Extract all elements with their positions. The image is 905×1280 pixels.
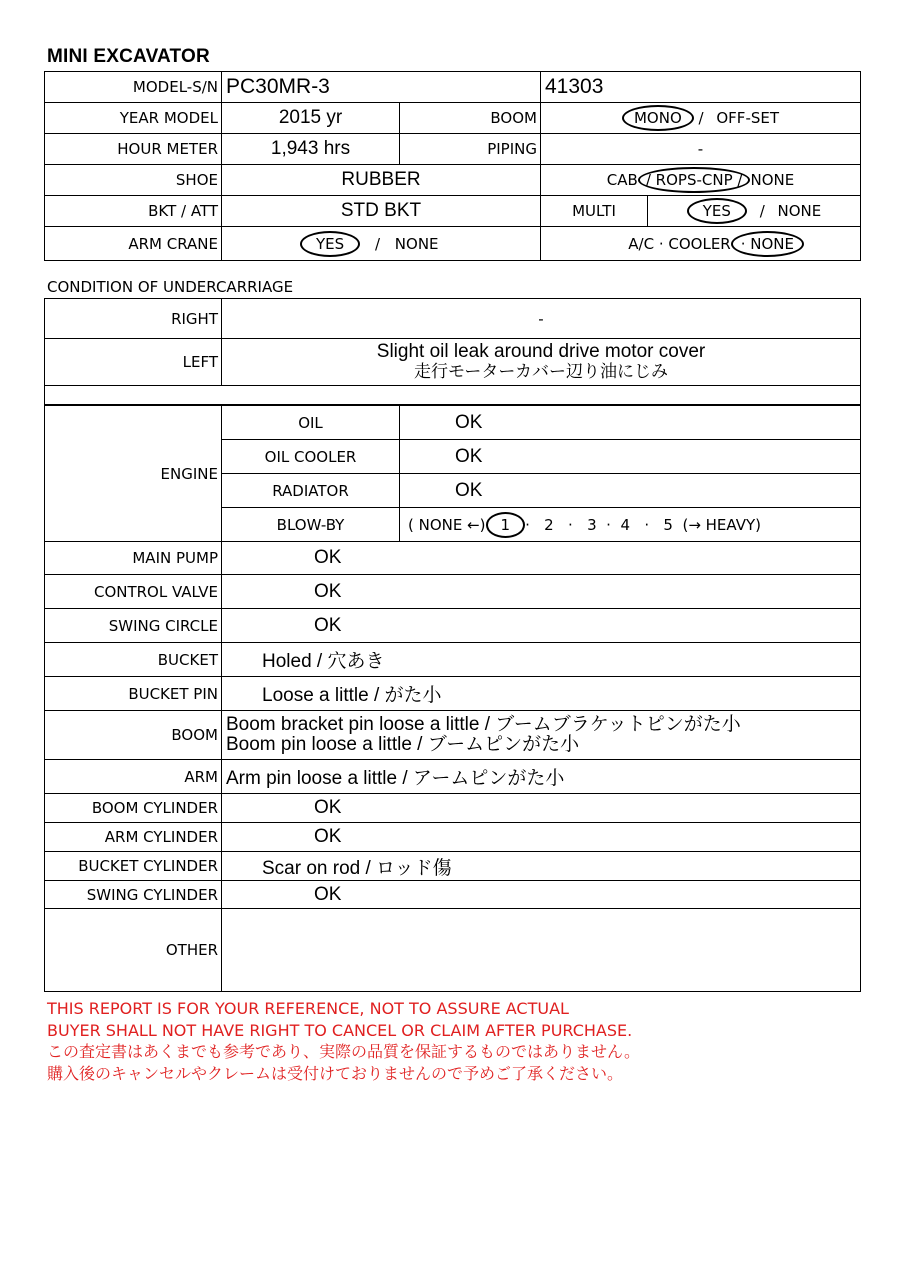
boom-offset-option: OFF-SET xyxy=(716,109,780,127)
oil-value: OK xyxy=(400,406,861,440)
bucket-label: BUCKET xyxy=(45,643,222,677)
engine-label: ENGINE xyxy=(45,406,222,542)
swing-cylinder-label: SWING CYLINDER xyxy=(45,881,222,909)
left-value-en: Slight oil leak around drive motor cover xyxy=(376,341,706,362)
hour-meter-value: 1,943 hrs xyxy=(222,134,400,165)
arm-crane-label: ARM CRANE xyxy=(45,227,222,261)
radiator-label: RADIATOR xyxy=(222,474,400,508)
boom-separator: / xyxy=(698,109,704,127)
boom-cylinder-label: BOOM CYLINDER xyxy=(45,794,222,823)
piping-value: - xyxy=(541,134,861,165)
left-label: LEFT xyxy=(45,339,222,386)
main-pump-label: MAIN PUMP xyxy=(45,542,222,575)
boom-mono-selected: MONO xyxy=(622,105,694,131)
cab-label: CAB xyxy=(606,171,638,189)
disclaimer-line-4: 購入後のキャンセルやクレームは受付けておりませんので予めご了承ください。 xyxy=(47,1063,624,1083)
multi-options xyxy=(648,196,861,227)
swing-cylinder-value: OK xyxy=(222,881,861,909)
arm-crane-options xyxy=(222,227,541,261)
arm-label: ARM xyxy=(45,760,222,794)
blowby-label: BLOW-BY xyxy=(222,508,400,542)
disclaimer xyxy=(47,998,640,1084)
other-value xyxy=(222,909,861,992)
swing-circle-value: OK xyxy=(222,609,861,643)
machine-info-table xyxy=(44,71,861,261)
right-label: RIGHT xyxy=(45,299,222,339)
document-title: MINI EXCAVATOR xyxy=(47,46,210,67)
year-model-label: YEAR MODEL xyxy=(45,103,222,134)
bucket-value: Holed / 穴あき xyxy=(222,643,861,677)
boom-label: BOOM xyxy=(400,103,541,134)
blowby-scale-rest: · 2 · 3 · 4 · 5 (→ HEAVY) xyxy=(525,515,761,534)
inspection-table xyxy=(44,405,861,542)
cab-rops-cnp-selected: / ROPS-CNP / xyxy=(638,167,751,193)
arm-cylinder-value: OK xyxy=(222,823,861,852)
model-value: PC30MR-3 xyxy=(222,72,541,103)
oil-cooler-value: OK xyxy=(400,440,861,474)
multi-yes-selected: YES xyxy=(687,198,747,224)
control-valve-value: OK xyxy=(222,575,861,609)
oil-cooler-label: OIL COOLER xyxy=(222,440,400,474)
arm-cylinder-label: ARM CYLINDER xyxy=(45,823,222,852)
ac-cooler-options xyxy=(541,227,861,261)
piping-label: PIPING xyxy=(400,134,541,165)
left-value-jp: 走行モーターカバー辺り油にじみ xyxy=(414,362,668,381)
multi-label: MULTI xyxy=(541,196,648,227)
blowby-prefix: ( NONE ←) xyxy=(408,515,486,534)
multi-separator: / xyxy=(759,202,765,220)
boom-value-line2: Boom pin loose a little / ブームピンがた小 xyxy=(226,734,580,755)
blowby-scale xyxy=(400,508,861,542)
components-table xyxy=(44,541,861,992)
bucket-pin-value: Loose a little / がた小 xyxy=(222,677,861,711)
cab-none-option: NONE xyxy=(750,171,795,189)
bucket-cylinder-label: BUCKET CYLINDER xyxy=(45,852,222,881)
boom-value-line1: Boom bracket pin loose a little / ブームブラケットピンがた小 xyxy=(226,714,741,735)
boom-cylinder-value: OK xyxy=(222,794,861,823)
spacer-row xyxy=(45,386,861,405)
hour-meter-label: HOUR METER xyxy=(45,134,222,165)
disclaimer-line-3: この査定書はあくまでも参考であり、実際の品質を保証するものではありません。 xyxy=(47,1042,640,1061)
other-label: OTHER xyxy=(45,909,222,992)
disclaimer-line-2: BUYER SHALL NOT HAVE RIGHT TO CANCEL OR CLAIM AFTER PURCHASE. xyxy=(47,1020,633,1040)
arm-crane-separator: / xyxy=(374,234,381,253)
bucket-cylinder-value: Scar on rod / ロッド傷 xyxy=(222,852,861,881)
arm-crane-none-option: NONE xyxy=(394,234,439,253)
undercarriage-table xyxy=(44,298,861,405)
control-valve-label: CONTROL VALVE xyxy=(45,575,222,609)
shoe-label: SHOE xyxy=(45,165,222,196)
bkt-att-value: STD BKT xyxy=(222,196,541,227)
bucket-pin-label: BUCKET PIN xyxy=(45,677,222,711)
swing-circle-label: SWING CIRCLE xyxy=(45,609,222,643)
boom-options xyxy=(541,103,861,134)
main-pump-value: OK xyxy=(222,542,861,575)
blowby-selected: 1 xyxy=(486,512,526,538)
ac-none-selected: · NONE xyxy=(731,231,804,257)
cab-options xyxy=(541,165,861,196)
arm-crane-yes-selected: YES xyxy=(300,231,360,257)
undercarriage-section-label: CONDITION OF UNDERCARRIAGE xyxy=(47,278,294,296)
disclaimer-line-1: THIS REPORT IS FOR YOUR REFERENCE, NOT TO ASSURE ACTUAL xyxy=(47,999,569,1018)
left-value xyxy=(222,339,861,386)
shoe-value: RUBBER xyxy=(222,165,541,196)
boom-component-label: BOOM xyxy=(45,711,222,760)
multi-none-option: NONE xyxy=(777,202,822,220)
right-value: - xyxy=(222,299,861,339)
radiator-value: OK xyxy=(400,474,861,508)
ac-cooler-label: A/C · COOLER xyxy=(628,234,731,253)
arm-value: Arm pin loose a little / アームピンがた小 xyxy=(222,760,861,794)
boom-component-value xyxy=(222,711,861,760)
oil-label: OIL xyxy=(222,406,400,440)
serial-value: 41303 xyxy=(541,72,861,103)
bkt-att-label: BKT / ATT xyxy=(45,196,222,227)
year-model-value: 2015 yr xyxy=(222,103,400,134)
model-sn-label: MODEL-S/N xyxy=(45,72,222,103)
